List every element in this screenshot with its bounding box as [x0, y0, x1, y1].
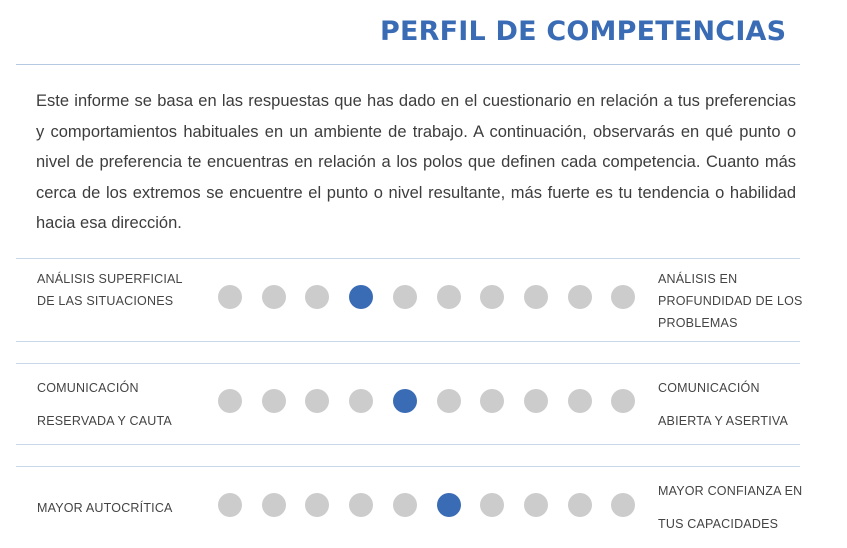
preference-scale [218, 493, 638, 517]
right-pole-label [658, 377, 803, 432]
right-pole-line: ABIERTA Y ASERTIVA [658, 414, 789, 428]
right-pole-label [658, 268, 803, 334]
level-dot [568, 285, 592, 309]
left-pole-label [37, 377, 207, 432]
page-title: PERFIL DE COMPETENCIAS [380, 16, 787, 47]
left-pole-line: DE LAS SITUACIONES [37, 294, 174, 308]
right-pole-line: PROFUNDIDAD DE LOS [658, 294, 803, 308]
left-pole-line: COMUNICACIÓN [37, 381, 139, 395]
level-dot [218, 389, 242, 413]
left-pole-label [37, 268, 207, 312]
row-2-top-divider [16, 363, 800, 364]
row-3-top-divider [16, 466, 800, 467]
level-dot [611, 493, 635, 517]
level-dot [305, 285, 329, 309]
left-pole-line: MAYOR AUTOCRÍTICA [37, 501, 173, 515]
level-dot [262, 493, 286, 517]
right-pole-line: ANÁLISIS EN [658, 272, 738, 286]
selected-level-dot [393, 389, 417, 413]
row-2-bottom-divider [16, 444, 800, 445]
level-dot [524, 493, 548, 517]
level-dot [262, 285, 286, 309]
level-dot [437, 285, 461, 309]
right-pole-label [658, 480, 803, 535]
left-pole-line: RESERVADA Y CAUTA [37, 414, 172, 428]
level-dot [437, 389, 461, 413]
level-dot [393, 285, 417, 309]
left-pole-line: ANÁLISIS SUPERFICIAL [37, 272, 183, 286]
right-pole-line: MAYOR CONFIANZA EN [658, 484, 803, 498]
right-pole-line: TUS CAPACIDADES [658, 517, 779, 531]
preference-scale [218, 285, 638, 309]
level-dot [218, 493, 242, 517]
right-pole-line: PROBLEMAS [658, 316, 738, 330]
level-dot [393, 493, 417, 517]
level-dot [568, 493, 592, 517]
level-dot [218, 285, 242, 309]
selected-level-dot [349, 285, 373, 309]
level-dot [305, 389, 329, 413]
level-dot [305, 493, 329, 517]
selected-level-dot [437, 493, 461, 517]
level-dot [568, 389, 592, 413]
title-divider [16, 64, 800, 65]
level-dot [262, 389, 286, 413]
level-dot [611, 389, 635, 413]
intro-paragraph: Este informe se basa en las respuestas que has dado en el cuestionario en relación a tus preferencias y comportamientos habituales en un ambiente de trabajo. A continuación, observarás en qué punto o nivel de preferencia te encuentras en relación a los polos que definen cada competencia. Cuanto más cerca de los extremos se encuentre el punto o nivel resultante, más fuerte es tu tendencia o habilidad hacia esa dirección. [36, 92, 796, 233]
level-dot [611, 285, 635, 309]
row-1-bottom-divider [16, 341, 800, 342]
right-pole-line: COMUNICACIÓN [658, 381, 760, 395]
level-dot [480, 493, 504, 517]
left-pole-label [37, 497, 207, 519]
level-dot [480, 285, 504, 309]
level-dot [349, 493, 373, 517]
level-dot [480, 389, 504, 413]
level-dot [524, 285, 548, 309]
level-dot [349, 389, 373, 413]
preference-scale [218, 389, 638, 413]
row-1-top-divider [16, 258, 800, 259]
level-dot [524, 389, 548, 413]
